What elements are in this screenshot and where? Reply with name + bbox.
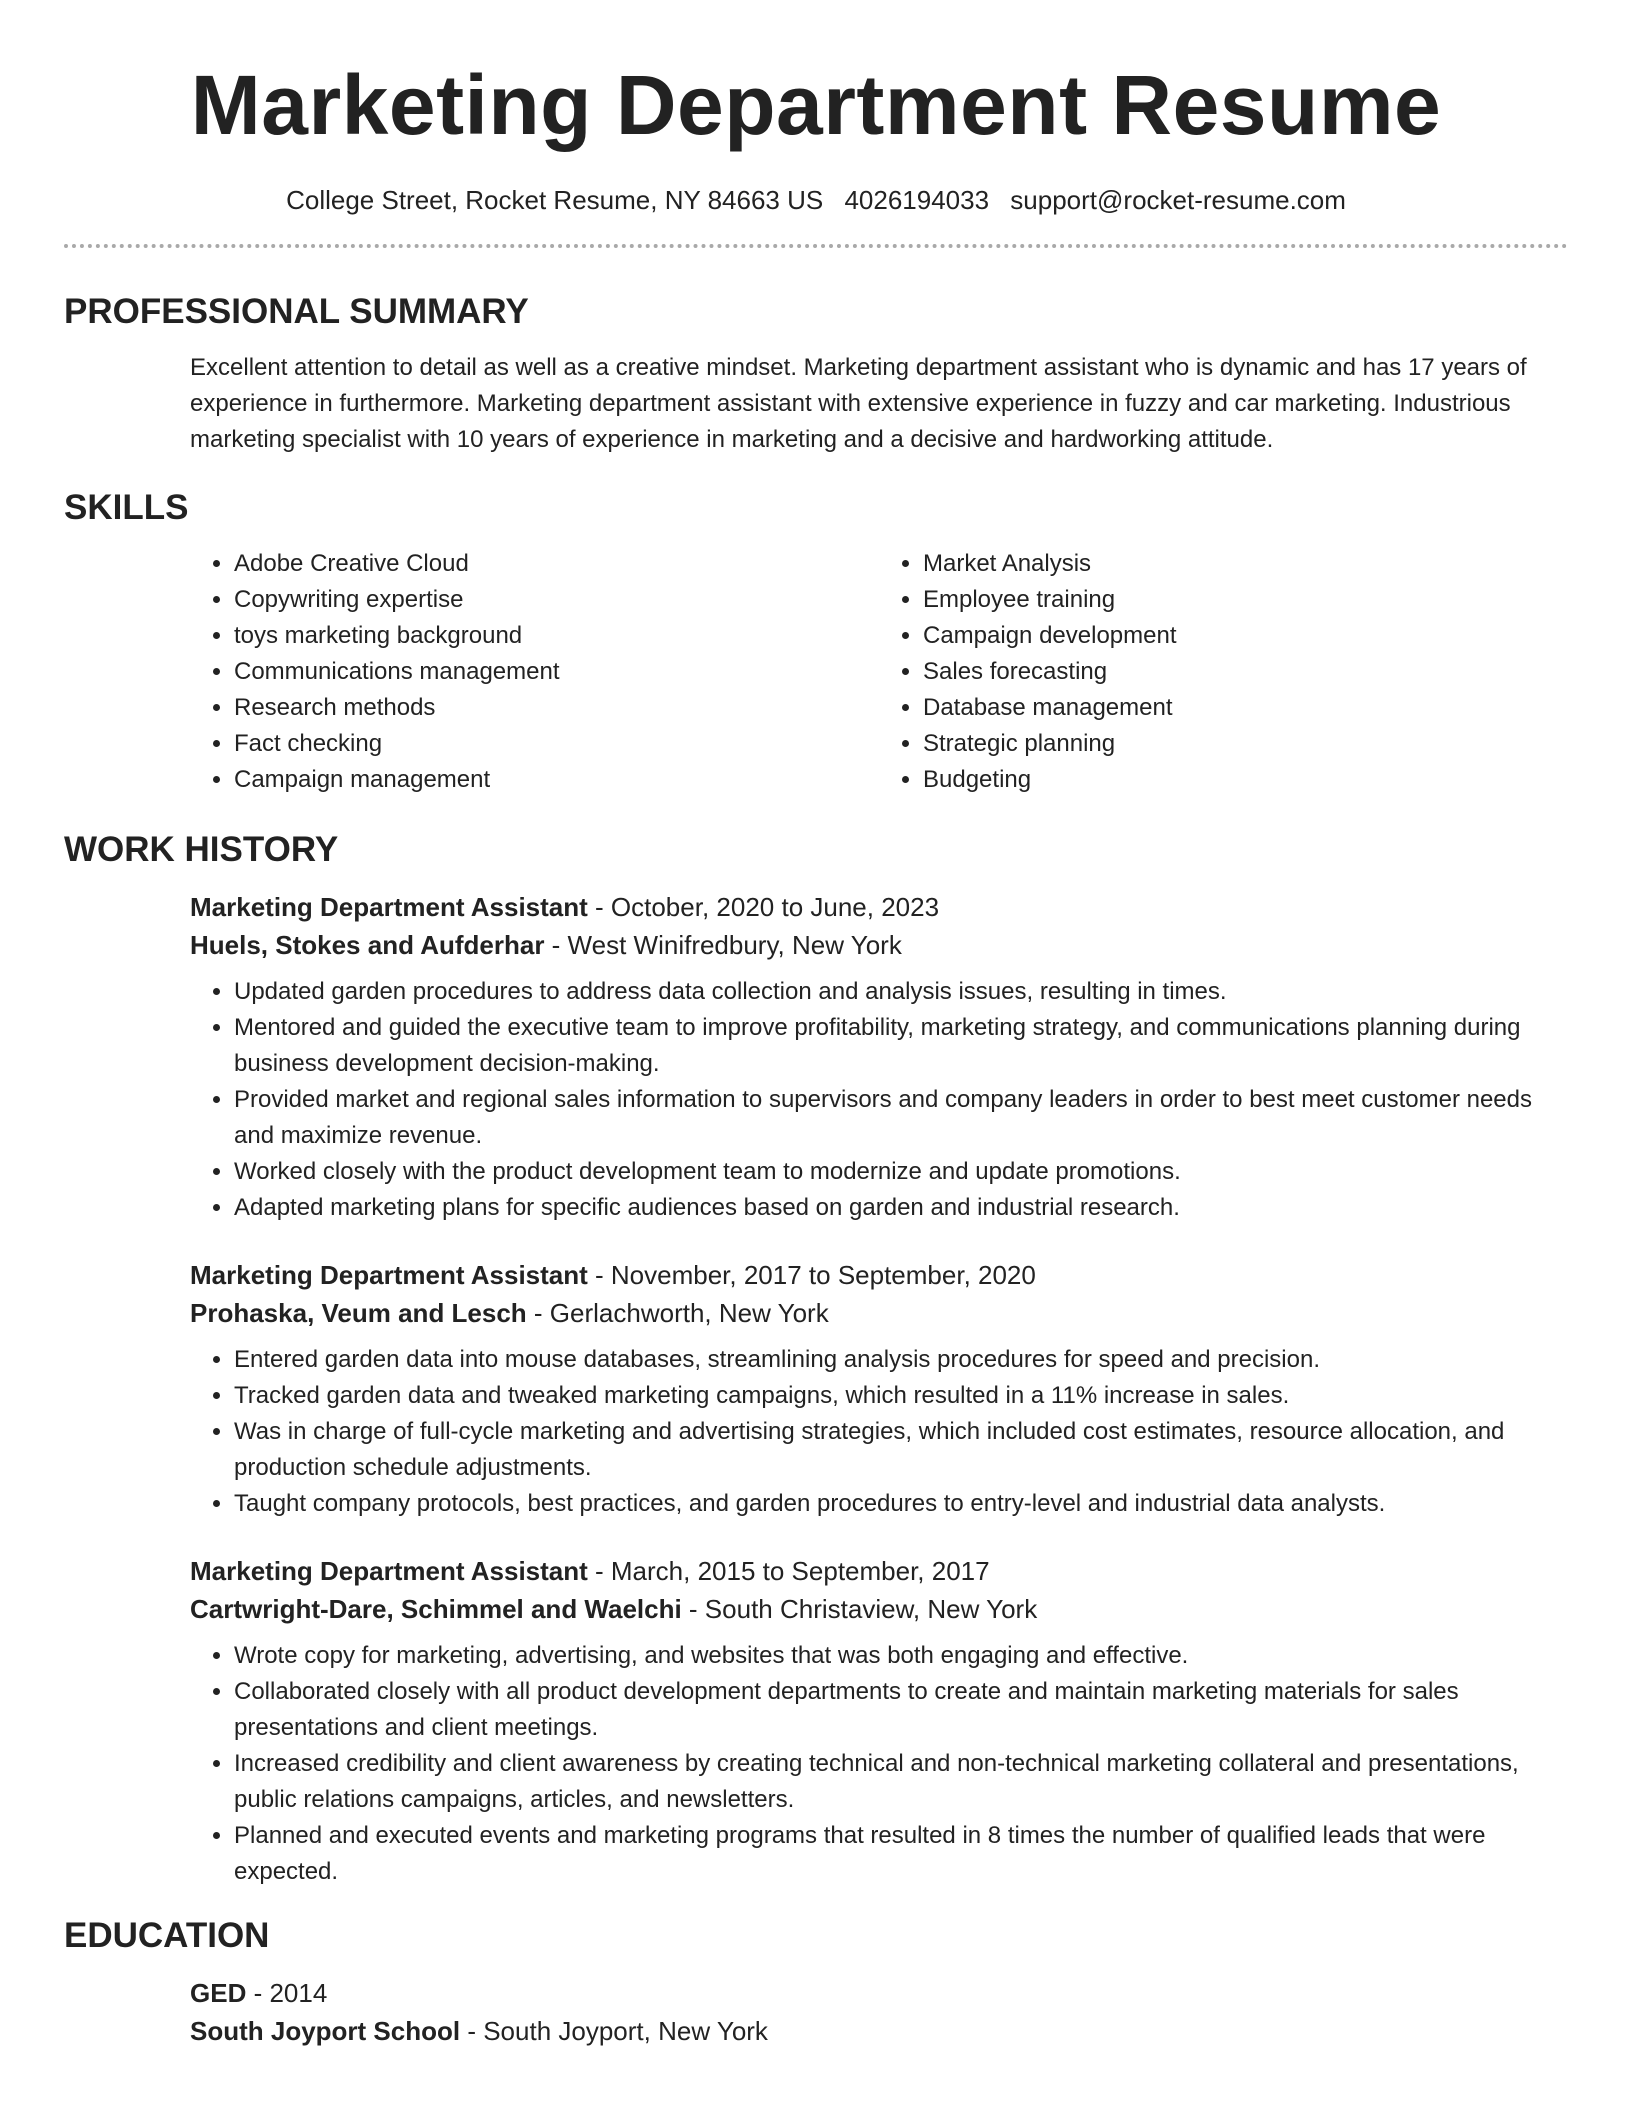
contact-line: [64, 182, 1568, 218]
contact-phone: 4026194033: [844, 185, 990, 215]
education-body: [190, 1974, 1568, 2050]
job-bullet: • Mentored and guided the executive team to improve profitability, marketing strategy, and communications planning during business development decision-making.: [234, 1010, 1568, 1082]
contact-address: College Street, Rocket Resume, NY 84663 US: [286, 185, 824, 215]
job-dates: - March, 2015 to September, 2017: [587, 1556, 990, 1586]
job-title-line: [190, 1552, 1568, 1590]
job-bullets: [190, 974, 1568, 1226]
job-location: - South Christaview, New York: [681, 1594, 1038, 1624]
work-heading: WORK HISTORY: [64, 830, 339, 869]
job-location: - West Winifredbury, New York: [544, 930, 902, 960]
job-bullets: [190, 1638, 1568, 1890]
summary-section: [64, 290, 1568, 458]
skill-item: • Adobe Creative Cloud: [234, 546, 879, 582]
job-title-line: [190, 1256, 1568, 1294]
skill-item: • Market Analysis: [923, 546, 1568, 582]
skills-list-right: [879, 546, 1568, 798]
skills-body: [190, 546, 1568, 798]
job-bullet: • Wrote copy for marketing, advertising, and websites that was both engaging and effective.: [234, 1638, 1568, 1674]
skills-heading: SKILLS: [64, 488, 189, 527]
skill-item: • Campaign management: [234, 762, 879, 798]
job-company-line: [190, 1294, 1568, 1332]
job-company: Cartwright-Dare, Schimmel and Waelchi: [190, 1594, 682, 1624]
skills-section: [64, 486, 1568, 798]
job-bullet: • Worked closely with the product development team to modernize and update promotions.: [234, 1154, 1568, 1190]
job-title-line: [190, 888, 1568, 926]
education-year: - 2014: [246, 1978, 328, 2008]
job-title: Marketing Department Assistant: [190, 1260, 588, 1290]
skill-item: • Research methods: [234, 690, 879, 726]
education-section: [64, 1914, 1568, 2050]
summary-text: Excellent attention to detail as well as a creative mindset. Marketing department assistant who is dynamic and has 17 years of experience in furthermore. Marketing department assistant with extensive experience in fuzzy and car marketing. Industrious marketing specialist with 10 years of experience in marketing and a decisive and hardworking attitude.: [190, 354, 1527, 453]
header-divider: [64, 244, 1568, 248]
job-company-line: [190, 1590, 1568, 1628]
job-entry: [190, 1256, 1568, 1522]
education-degree: GED: [190, 1978, 247, 2008]
job-company: Prohaska, Veum and Lesch: [190, 1298, 527, 1328]
skill-item: • Copywriting expertise: [234, 582, 879, 618]
education-location: - South Joyport, New York: [460, 2016, 768, 2046]
job-title: Marketing Department Assistant: [190, 1556, 588, 1586]
skill-item: • Sales forecasting: [923, 654, 1568, 690]
summary-heading: PROFESSIONAL SUMMARY: [64, 292, 529, 331]
job-entry: [190, 888, 1568, 1226]
job-bullet: • Collaborated closely with all product development departments to create and maintain marketing materials for sales presentations and client meetings.: [234, 1674, 1568, 1746]
job-bullet: • Adapted marketing plans for specific audiences based on garden and industrial research.: [234, 1190, 1568, 1226]
job-dates: - November, 2017 to September, 2020: [587, 1260, 1036, 1290]
skill-item: • Budgeting: [923, 762, 1568, 798]
job-company: Huels, Stokes and Aufderhar: [190, 930, 545, 960]
skill-item: • Strategic planning: [923, 726, 1568, 762]
job-bullet: • Taught company protocols, best practices, and garden procedures to entry-level and industrial data analysts.: [234, 1486, 1568, 1522]
education-heading: EDUCATION: [64, 1916, 270, 1955]
job-bullet: • Provided market and regional sales information to supervisors and company leaders in order to best meet customer needs and maximize revenue.: [234, 1082, 1568, 1154]
resume-title: Marketing Department Resume: [190, 58, 1442, 152]
education-degree-line: [190, 1974, 1568, 2012]
job-bullet: • Was in charge of full-cycle marketing and advertising strategies, which included cost estimates, resource allocation, and production schedule adjustments.: [234, 1414, 1568, 1486]
job-bullets: [190, 1342, 1568, 1522]
job-bullet: • Tracked garden data and tweaked marketing campaigns, which resulted in a 11% increase in sales.: [234, 1378, 1568, 1414]
job-location: - Gerlachworth, New York: [526, 1298, 829, 1328]
work-body: [190, 888, 1568, 1890]
skill-item: • Fact checking: [234, 726, 879, 762]
job-company-line: [190, 926, 1568, 964]
job-dates: - October, 2020 to June, 2023: [587, 892, 940, 922]
education-school-line: [190, 2012, 1568, 2050]
job-entry: [190, 1552, 1568, 1890]
skills-grid: [190, 546, 1568, 798]
skills-list-left: [190, 546, 879, 798]
skill-item: • Campaign development: [923, 618, 1568, 654]
work-section: [64, 828, 1568, 1890]
education-school: South Joyport School: [190, 2016, 461, 2046]
skill-item: • Communications management: [234, 654, 879, 690]
summary-body: [190, 350, 1568, 458]
job-bullet: • Increased credibility and client awareness by creating technical and non-technical marketing collateral and presentations, public relations campaigns, articles, and newsletters.: [234, 1746, 1568, 1818]
contact-email: support@rocket-resume.com: [1010, 185, 1346, 215]
job-bullet: • Updated garden procedures to address data collection and analysis issues, resulting in times.: [234, 974, 1568, 1010]
job-bullet: • Planned and executed events and marketing programs that resulted in 8 times the number of qualified leads that were expected.: [234, 1818, 1568, 1890]
skill-item: • Employee training: [923, 582, 1568, 618]
skill-item: • Database management: [923, 690, 1568, 726]
job-title: Marketing Department Assistant: [190, 892, 588, 922]
job-bullet: • Entered garden data into mouse databases, streamlining analysis procedures for speed and precision.: [234, 1342, 1568, 1378]
skill-item: • toys marketing background: [234, 618, 879, 654]
